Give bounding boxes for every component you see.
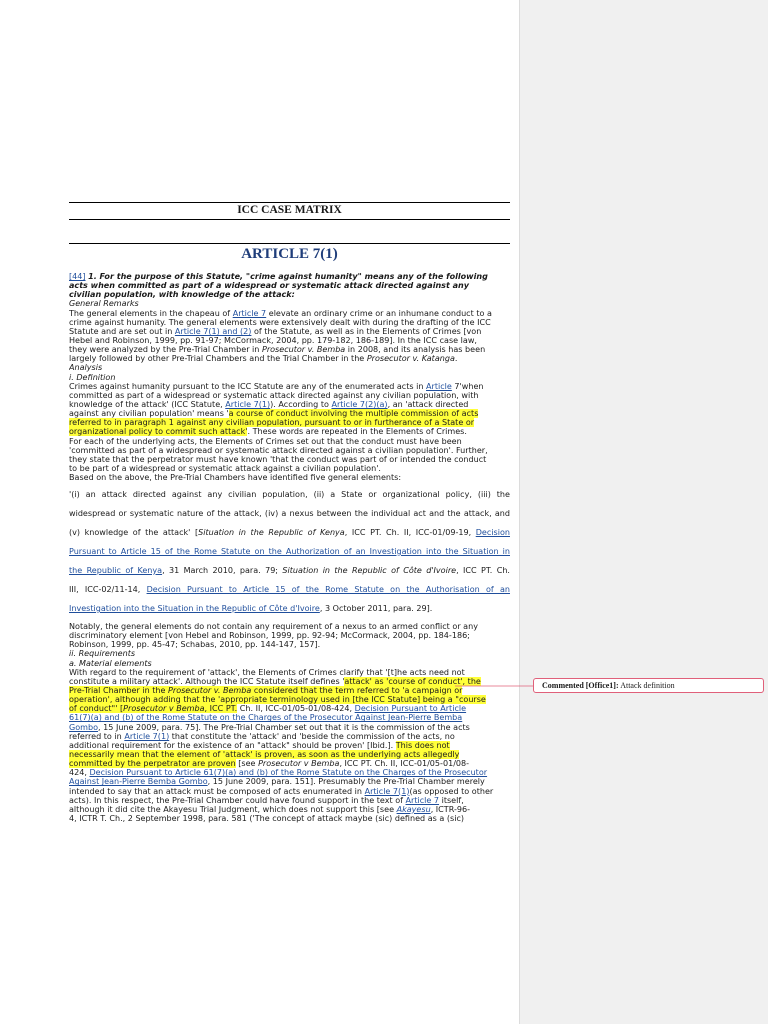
document-title: ICC CASE MATRIX [237,204,342,216]
text-line: 424, Decision Pursuant to Article 61(7)(a) and (b) of the Rome Statute on the Charges of the Prosecutor [69,768,488,778]
text-line: Investigation into the Situation in the Republic of Côte d'Ivoire, 3 October 2011, para. 29]. [69,604,433,613]
text-line [69,547,510,556]
text-line: the Republic of Kenya, 31 March 2010, para. 79; Situation in the Republic of Côte d'Ivoire, ICC PT. Ch. [69,566,510,575]
text-line: committed as part of a widespread or systematic attack directed against any civilian population, with [69,390,479,400]
text-line: additional requirement for the existence of an "attack" should be proven' [Ibid.]. This does not [69,740,450,750]
text-line: discriminatory element [von Hebel and Robinson, 1999, pp. 92-94; McCormack, 2004, pp. 184-186; [69,631,470,641]
text-line: [44] 1. For the purpose of this Statute, "crime against humanity" means any of the following [69,272,488,281]
highlighted-text: necessarily mean that the element of 'attack' is proven, as soon as the underlying acts allegedly [69,749,460,759]
title-bottom-rule [69,219,510,220]
text-line: 'committed as part of a widespread or systematic attack directed against a civilian population'. Further, [69,445,488,455]
text-line: With regard to the requirement of 'attack', the Elements of Crimes clarify that '[t]he acts need not [69,667,465,677]
text-line [69,695,510,704]
text-line: For each of the underlying acts, the Elements of Crimes set out that the conduct must have been [69,436,462,446]
highlighted-text: of conduct"' [Prosecutor v Bemba, ICC PT. [69,704,238,714]
highlighted-text: This does not [395,740,450,750]
kenya-decision-link[interactable]: Pursuant to Article 15 of the Rome Statute on the Authorization of an Investigation into the Situation in [69,547,510,556]
text-line: organizational policy to commit such attack'. These words are repeated in the Elements of Crimes. [69,427,467,437]
text-line: 4, ICTR T. Ch., 2 September 1998, para. 581 ('The concept of attack maybe (sic) defined as a (sic) [69,813,465,823]
article-7-1-2-link[interactable]: Article 7(1) and (2) [174,326,252,336]
text-line: The general elements in the chapeau of Article 7 elevate an ordinary crime or an inhumane conduct to a [69,308,492,318]
text-line: to be part of a widespread or systematic attack against a civilian population'. [69,463,381,473]
text-line [69,686,510,695]
article-7-1-link[interactable]: Article 7(1) [124,731,170,741]
text-line: against any civilian population' means 'a course of conduct involving the multiple commission of acts [69,409,479,419]
article-7-1-link[interactable]: Article 7(1) [364,786,410,796]
comment-connector-line [455,678,533,692]
text-line: Against Jean-Pierre Bemba Gombo, 15 June 2009, para. 151]. Presumably the Pre-Trial Chamber merely [69,777,485,787]
bemba-decision-link[interactable]: Gombo [69,722,99,732]
highlighted-text: organizational policy to commit such attack' [69,427,248,437]
text-line: they state that the perpetrator must have known 'that the conduct was part of or intended the conduct [69,454,487,464]
bemba-decision-link[interactable]: Against Jean-Pierre Bemba Gombo [69,777,208,787]
comment-margin-pane [519,0,768,1024]
general-remarks-heading: General Remarks [69,299,139,309]
comment-balloon[interactable] [533,678,764,693]
text-line: Notably, the general elements do not contain any requirement of a nexus to an armed conflict or any [69,622,478,631]
bemba-decision-link[interactable]: Decision Pursuant to Article 61(7)(a) and (b) of the Rome Statute on the Charges of the Prosecutor [89,768,488,778]
text-line: although it did cite the Akayesu Trial Judgment, which does not support this [see Akayesu, ICTR-96- [69,804,471,814]
kenya-decision-link[interactable]: the Republic of Kenya [69,566,163,575]
intro-block [69,272,510,482]
highlighted-text: operation', although adding that the 'appropriate terminology used in [the ICC Statute] being a "course [69,695,486,705]
text-line: Based on the above, the Pre-Trial Chambers have identified five general elements: [69,473,402,483]
akayesu-link[interactable]: Akayesu [396,804,431,814]
text-line: Robinson, 1999, pp. 45-47; Schabas, 2010, pp. 144-147, 157]. [69,640,321,650]
text-line: crime against humanity. The general elements were extensively dealt with during the drafting of the ICC [69,317,491,327]
comment-author: Commented [Office1]: [542,681,619,690]
article-7-link[interactable]: Article 7 [405,795,440,805]
highlighted-text: a course of conduct involving the multiple commission of acts [228,409,479,419]
article-link[interactable]: Article [426,381,452,391]
bemba-decision-link[interactable]: 61(7)(a) and (b) of the Rome Statute on the Charges of the Prosecutor Against Jean-Pierre Bemba [69,713,463,723]
text-line: widespread or systematic nature of the attack, (iv) a nexus between the individual act and the attack, and [69,509,510,518]
highlighted-text: attack' as 'course of conduct', the [344,676,481,686]
text-line [69,750,510,759]
text-line: '(i) an attack directed against any civilian population, (ii) a State or organizational policy, (iii) the [69,490,510,499]
text-line: intended to say that an attack must be composed of acts enumerated in Article 7(1)(as opposed to other [69,786,494,796]
text-line: largely followed by other Pre-Trial Chambers and the Trial Chamber in the Prosecutor v. Katanga. [69,354,458,364]
text-line: civilian population, with knowledge of the attack: [69,290,295,300]
kenya-decision-link[interactable]: Decision [475,528,510,537]
title-top-rule [69,202,510,203]
cote-divoire-decision-link[interactable]: Decision Pursuant to Article 15 of the Rome Statute on the Authorisation of an [146,585,510,594]
text-line: Crimes against humanity pursuant to the ICC Statute are any of the enumerated acts in Article 7'when [69,381,484,391]
cote-divoire-decision-link[interactable]: Investigation into the Situation in the Republic of Côte d'Ivoire [69,604,320,613]
highlighted-text: referred to in paragraph 1 against any civilian population, pursuant to or in furtherance of a State or [69,418,475,428]
highlighted-text: Pre-Trial Chamber in the Prosecutor v. Bemba considered that the term referred to 'a campaign or [69,685,463,695]
material-elements-heading: a. Material elements [69,658,152,668]
requirements-block [69,622,510,823]
text-line: constitute a military attack'. Although the ICC Statute itself defines 'attack' as 'course of conduct', the [69,676,481,686]
definition-heading: i. Definition [69,372,116,382]
text-line: they were analyzed by the Pre-Trial Chamber in Prosecutor v. Bemba in 2008, and its analysis has been [69,345,486,355]
text-line: committed by the perpetrator are proven [see Prosecutor v Bemba, ICC PT. Ch. II, ICC-01/05-01/08- [69,759,470,769]
bemba-decision-link[interactable]: Decision Pursuant to Article [354,704,467,714]
text-line: referred to in Article 7(1) that constitute the 'attack' and 'beside the commission of the acts, no [69,731,455,741]
text-line: acts). In this respect, the Pre-Trial Chamber could have found support in the text of Article 7 itself, [69,795,464,805]
article-heading: ARTICLE 7(1) [241,246,338,262]
text-line: Hebel and Robinson, 1999, pp. 91-97; McCormack, 2004, pp. 179-182, 186-189]. In the ICC case law, [69,335,477,345]
comment-text: Attack definition [618,681,675,690]
text-line: Statute and are set out in Article 7(1) and (2) of the Statute, as well as in the Elements of Crimes [von [69,326,482,336]
text-line [69,418,510,427]
article-7-1-link[interactable]: Article 7(1) [225,399,271,409]
text-line: of conduct"' [Prosecutor v Bemba, ICC PT. Ch. II, ICC-01/05-01/08-424, Decision Pursuant to Article [69,704,467,714]
text-line: (v) knowledge of the attack' [Situation in the Republic of Kenya, ICC PT. Ch. II, ICC-01/09-19, Decision [69,528,510,537]
text-line: acts when committed as part of a widespread or systematic attack directed against any [69,281,470,291]
text-line: knowledge of the attack' (ICC Statute, Article 7(1)). According to Article 7(2)(a), an 'attack directed [69,399,469,409]
requirements-heading: ii. Requirements [69,649,136,659]
article-7-link[interactable]: Article 7 [232,308,267,318]
text-line: III, ICC-02/11-14, Decision Pursuant to Article 15 of the Rome Statute on the Authorisation of an [69,585,510,594]
margin-divider [519,0,520,1024]
text-line [69,713,510,722]
analysis-heading: Analysis [69,363,103,373]
highlighted-text: committed by the perpetrator are proven [69,759,236,769]
article-7-2-a-link[interactable]: Article 7(2)(a) [331,399,388,409]
text-line: Gombo, 15 June 2009, para. 75]. The Pre-Trial Chamber set out that it is the commission of the acts [69,722,470,732]
paragraph-ref-link[interactable]: [44] [69,272,86,281]
article-top-rule [69,243,510,244]
